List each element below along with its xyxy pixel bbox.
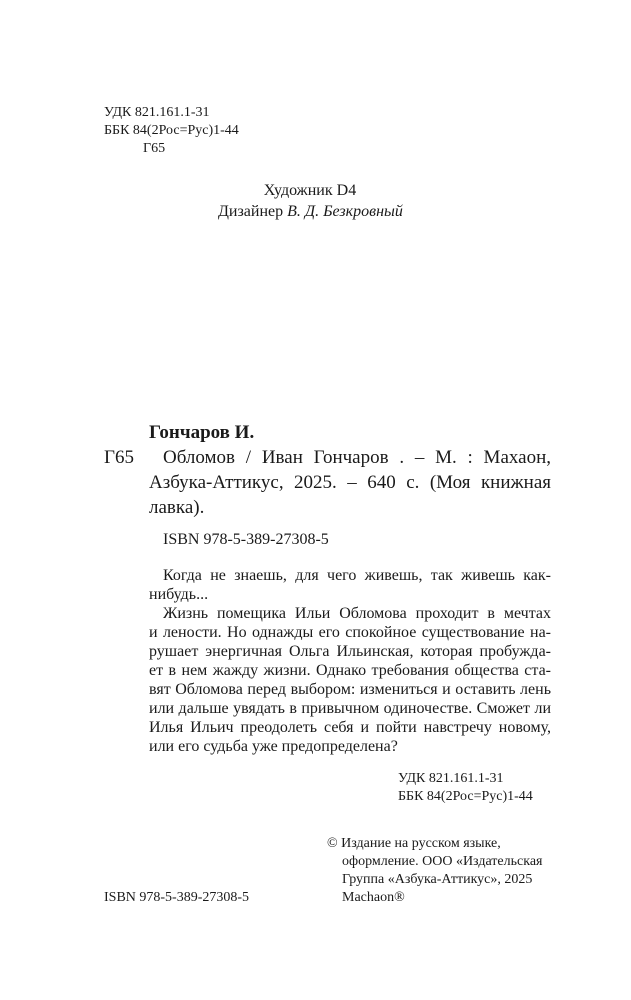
epigraph-line-2: нибудь...	[149, 586, 209, 603]
summary-line-1: Жизнь помещика Ильи Обломова проходит в мечтах	[163, 605, 551, 622]
udk-bottom: УДК 821.161.1-31	[398, 771, 504, 786]
summary-line-8: или его судьба уже предопределена?	[149, 738, 398, 755]
copyright-line-2: оформление. ООО «Издательская	[342, 854, 543, 869]
summary-line-2: и лености. Но однажды его спокойное существование на-	[149, 624, 551, 641]
summary-line-6: или дальше увядать в привычном одиночестве. Сможет ли	[149, 700, 551, 717]
epigraph-line-1: Когда не знаешь, для чего живешь, так живешь как-	[163, 567, 551, 584]
entry-line-1: Обломов / Иван Гончаров . – М. : Махаон,	[163, 447, 551, 468]
copyright-line-4: Machaon®	[342, 890, 405, 905]
isbn-footer: ISBN 978-5-389-27308-5	[104, 890, 250, 905]
bbk-bottom: ББК 84(2Рос=Рус)1-44	[398, 789, 533, 804]
bbk-top: ББК 84(2Рос=Рус)1-44	[104, 123, 239, 138]
udk-top: УДК 821.161.1-31	[104, 105, 210, 120]
summary-line-5: вят Обломова перед выбором: измениться и оставить лень	[149, 681, 551, 698]
entry-line-2: Азбука-Аттикус, 2025. – 640 с. (Моя книжная	[149, 472, 551, 493]
author-heading: Гончаров И.	[149, 422, 255, 443]
summary-line-3: рушает энергичная Ольга Ильинская, которая пробужда-	[149, 643, 551, 660]
isbn-entry: ISBN 978-5-389-27308-5	[163, 531, 329, 548]
copyright-line-3: Группа «Азбука-Аттикус», 2025	[342, 872, 533, 887]
summary-line-7: Илья Ильич преодолеть себя и пойти навстречу новому,	[149, 719, 551, 736]
designer-label: Дизайнер	[218, 203, 284, 220]
designer-name: В. Д. Безкровный	[287, 203, 403, 220]
copyright-line-1: © Издание на русском языке,	[327, 836, 501, 851]
author-mark-top: Г65	[143, 141, 166, 156]
entry-line-3: лавка).	[149, 497, 205, 518]
author-mark: Г65	[104, 447, 134, 468]
summary-line-4: ет в нем жажду жизни. Однако требования общества ста-	[149, 662, 551, 679]
artist-credit: Художник D4	[263, 182, 357, 199]
designer-credit	[218, 202, 403, 222]
